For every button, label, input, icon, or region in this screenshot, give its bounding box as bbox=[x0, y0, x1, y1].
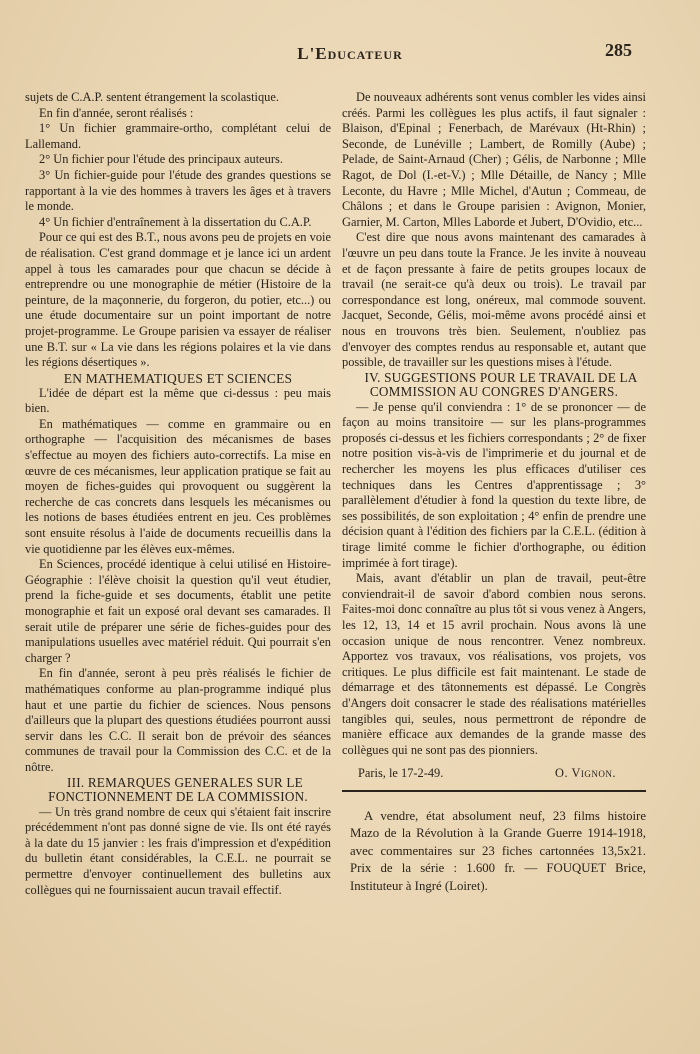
list-item: 3° Un fichier-guide pour l'étude des grandes questions se rapportant à la vie des hommes à travers les âges et à travers le monde. bbox=[25, 167, 331, 214]
paragraph: — Un très grand nombre de ceux qui s'étaient fait inscrire précédemment n'ont pas donné signe de vie. Ils ont été rayés à la date du 15 janvier : les frais d'impression et d'expédition du bulletin étant considérables, la C.E.L. ne pourrait se permettre d'envoyer continuellement des bulletins aux collègues qui ne fournissaient aucun travail effectif. bbox=[25, 804, 331, 897]
signature-place-date: Paris, le 17-2-49. bbox=[358, 766, 444, 781]
paragraph: — Je pense qu'il conviendra : 1° de se prononcer — de façon au moins transitoire — sur les plans-programmes proposés ci-dessus et les fichiers correspondants ; 2° de fixer notre position vis-à-vis de l'imprimerie et du journal et de rechercher les moyens les plus efficaces d'utiliser ces techniques dans les Centres d'apprentissage ; 3° parallèlement d'étudier à fond la question du texte libre, de ses possibilités, de son exploitation ; 4° enfin de prendre une décision quant à l'édition des fichiers par la C.E.L. (édition à tirage limité comme le fichier d'orthographe, ou édition imprimée à fort tirage). bbox=[342, 399, 646, 570]
right-column bbox=[342, 90, 646, 895]
paragraph: L'idée de départ est la même que ci-dessus : peu mais bien. bbox=[25, 385, 331, 416]
ad-text: A vendre, état absolument neuf, 23 films histoire Mazo de la Révolution à la Grande Guerre 1914-1918, avec commentaires sur 23 fiches cartonnées 13,5x21. Prix de la série : 1.600 fr. — FOUQUET Brice, Instituteur à Ingré (Loiret). bbox=[350, 808, 646, 893]
paragraph: En mathématiques — comme en grammaire ou en orthographe — l'acquisition des mécanismes de bases s'effectue au moyen des fichiers auto-correctifs. La mise en œuvre de ces mécanismes, leur application pratique se fait au moyen de fiches-guides qui provoquent ou suggèrent la recherche de cas concrets dans lesquels les mécanismes ou les notions de bases étudiées entrent en jeu. Ces problèmes sont ensuite résolus à l'aide de documents recueillis dans la vie quotidienne par les élèves eux-mêmes. bbox=[25, 416, 331, 556]
list-item: 4° Un fichier d'entraînement à la dissertation du C.A.P. bbox=[39, 214, 312, 229]
paragraph: sujets de C.A.P. sentent étrangement la scolastique. bbox=[25, 90, 279, 104]
paragraph: En fin d'année, seront réalisés : bbox=[39, 105, 194, 120]
signature-name: O. Vignon. bbox=[555, 766, 616, 781]
divider bbox=[342, 790, 646, 792]
paragraph: Mais, avant d'établir un plan de travail, peut-être conviendrait-il de savoir d'abord combien nous serons. Faites-moi donc connaître au plus tôt si vous venez à Angers, les 12, 13, 14 et 15 avril prochain. Nous avons là une occasion unique de nous rencontrer. Venez nombreux. Apportez vos travaux, vos réalisations, vos projets, vos critiques. Le plus difficile est fait maintenant. Le stade de démarrage et des tâtonnements est dépassé. Le Congrès d'Angers doit consacrer le stade des réalisations matérielles tangibles qui, seules, nous permettront de répondre de manière efficace aux demandes de la grande masse des collègues qui ne sont pas des pionniers. bbox=[342, 571, 646, 757]
list-item: 1° Un fichier grammaire-ortho, complétant celui de Lallemand. bbox=[25, 121, 331, 151]
page-number: 285 bbox=[605, 40, 632, 60]
signature bbox=[342, 766, 646, 782]
list-item: 2° Un fichier pour l'étude des principaux auteurs. bbox=[39, 152, 283, 167]
paragraph: En Sciences, procédé identique à celui utilisé en Histoire-Géographie : l'élève choisit la question qu'il veut étudier, prend la fiche-guide et ses documents, établit une petite monographie et fait un exposé oral devant ses camarades. Il serait utile de préparer une série de fiches-guides pour des manipulations usuelles avec matériel réduit. Qui pourrait s'en charger ? bbox=[25, 557, 331, 665]
paragraph: Pour ce qui est des B.T., nous avons peu de projets en voie de réalisation. C'est grand dommage et je lance ici un ardent appel à tous les camarades pour que chacun se décide à entreprendre ou une monographie de métier (Histoire de la peinture, de la maçonnerie, du forgeron, du potier, etc...) ou une étude documentaire sur un point important de notre projet-programme. Le Groupe parisien va essayer de réaliser une B.T. sur « La vie dans les régions polaires et la vie dans les régions désertiques ». bbox=[25, 230, 331, 370]
classified-ad bbox=[342, 808, 646, 895]
section-heading: EN MATHEMATIQUES ET SCIENCES bbox=[63, 370, 293, 386]
left-column bbox=[25, 90, 331, 898]
paragraph: De nouveaux adhérents sont venus combler les vides ainsi créés. Parmi les collègues les plus actifs, il faut signaler : Blaison, d'Epinal ; Fenerbach, de Marévaux (Ht-Rhin) ; Seconde, de Lunéville ; Lambert, de Romilly (Aube) ; Pelade, de Saint-Arnaud (Cher) ; Gélis, de Narbonne ; Mlle Ragot, de Dol (I.-et-V.) ; Mlle Détaille, de Nancy ; Mlle Leconte, du Havre ; Mlle Michel, d'Autun ; Commeau, de Châlons ; et dans le Groupe parisien : Avignon, Monier, Garnier, M. Carton, Mlles Laborde et Jubert, D'Ovidio, etc... bbox=[342, 90, 646, 229]
paragraph: C'est dire que nous avons maintenant des camarades à l'œuvre un peu dans toute la France. Je les invite à nouveau et de façon pressante à faire de petits groupes locaux de travail (ne serait-ce qu'à deux ou trois). Le travail par correspondance est long, onéreux, mal commode souvent. Jacquet, Seconde, Gélis, moi-même avons procédé ainsi et nous en trouvons très bien. Seulement, n'oubliez pas d'envoyer des comptes rendus au responsable et, autant que possible, de travailler sur les questions mises à l'étude. bbox=[342, 230, 646, 370]
section-heading: IV. SUGGESTIONS POUR LE TRAVAIL DE LA COMMISSION AU CONGRES D'ANGERS. bbox=[364, 369, 638, 400]
running-title: L'Educateur bbox=[297, 44, 403, 63]
paragraph: En fin d'année, seront à peu près réalisés le fichier de mathématiques conforme au plan-programme indiqué plus haut et une partie du fichier de sciences. Nous pensons d'ailleurs que la plupart des questions étudiées pourront aussi servir dans les C.C. Il serait bon de prévoir des séances communes de travail pour la Commission des C.C. et de la nôtre. bbox=[25, 666, 331, 774]
section-heading: III. REMARQUES GENERALES SUR LE FONCTIONNEMENT DE LA COMMISSION. bbox=[48, 774, 308, 805]
